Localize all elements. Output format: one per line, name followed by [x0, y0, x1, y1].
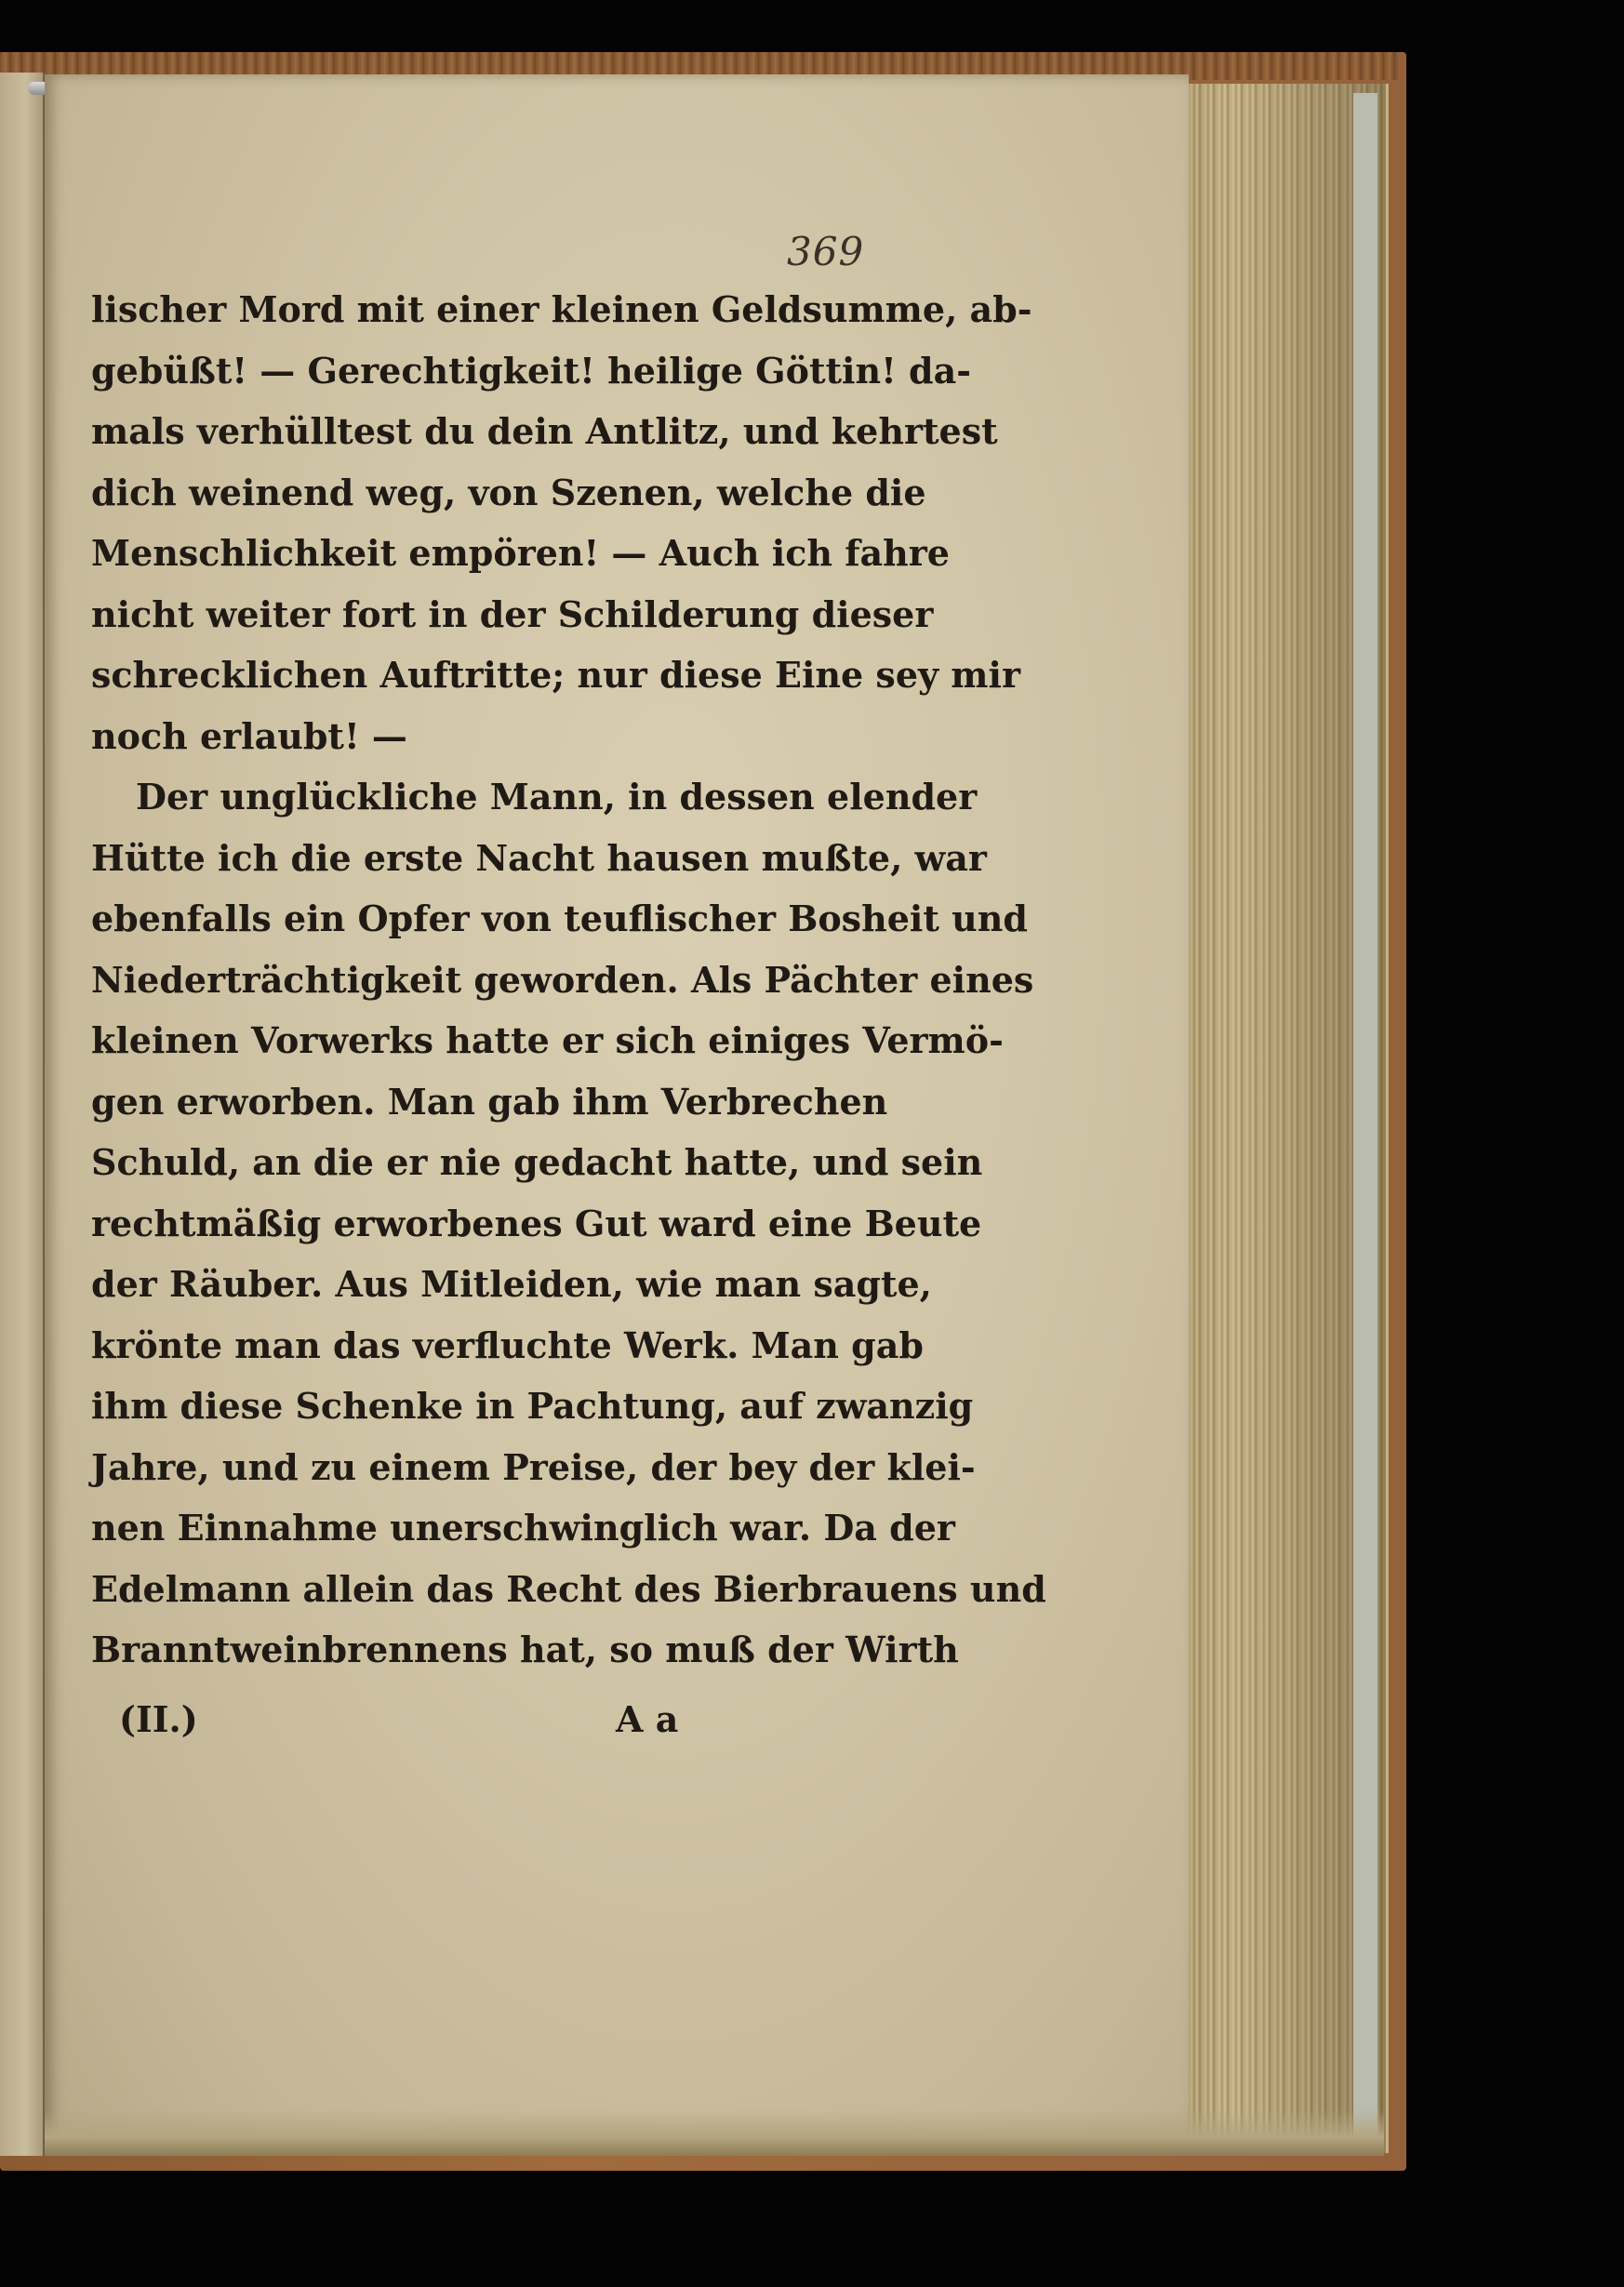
text-line: Schuld, an die er nie gedacht hatte, und sein	[91, 1141, 983, 1183]
text-line: schrecklichen Auftritte; nur diese Eine sey mir	[91, 654, 1020, 696]
text-line: ebenfalls ein Opfer von teuflischer Bosheit und	[91, 898, 1028, 939]
catchword: A a	[616, 1698, 679, 1740]
text-line: gebüßt! — Gerechtigkeit! heilige Göttin! da-	[91, 349, 971, 392]
text-line: Hütte ich die erste Nacht hausen mußte, war	[91, 836, 987, 879]
text-line: Jahre, und zu einem Preise, der bey der klei-	[91, 1445, 976, 1488]
text-line: Niederträchtigkeit geworden. Als Pächter eines	[91, 958, 1034, 1001]
signature-mark: (II.)	[119, 1698, 198, 1740]
page-text	[91, 279, 1046, 1681]
text-line: dich weinend weg, von Szenen, welche die	[91, 471, 926, 513]
text-line: kleinen Vorwerks hatte er sich einiges Vermö-	[91, 1019, 1004, 1061]
text-line: rechtmäßig erworbenes Gut ward eine Beute	[91, 1202, 982, 1244]
text-line: krönte man das verfluchte Werk. Man gab	[91, 1323, 924, 1366]
text-line: mals verhülltest du dein Antlitz, und kehrtest	[91, 410, 998, 452]
left-page-edge	[0, 73, 45, 2156]
text-line: der Räuber. Aus Mitleiden, wie man sagte,	[91, 1263, 932, 1305]
text-line: noch erlaubt! —	[91, 714, 407, 757]
text-line: gen erworben. Man gab ihm Verbrechen	[91, 1080, 888, 1123]
text-line: Menschlichkeit empören! — Auch ich fahre	[91, 532, 950, 574]
text-line: ihm diese Schenke in Pachtung, auf zwanzig	[91, 1385, 974, 1427]
text-line: lischer Mord mit einer kleinen Geldsumme, ab-	[91, 288, 1032, 330]
text-line: Edelmann allein das Recht des Bierbrauens und	[91, 1567, 1046, 1610]
text-line: nicht weiter fort in der Schilderung dieser	[91, 592, 934, 635]
endpaper	[1353, 93, 1378, 2139]
text-line: Branntweinbrennens hat, so muß der Wirth	[91, 1629, 959, 1670]
page-number: 369	[787, 229, 865, 274]
text-line: nen Einnahme unerschwinglich war. Da der	[91, 1507, 955, 1549]
text-line: Der unglückliche Mann, in dessen elender	[136, 776, 978, 818]
page-bottom-curl	[45, 2109, 1384, 2156]
